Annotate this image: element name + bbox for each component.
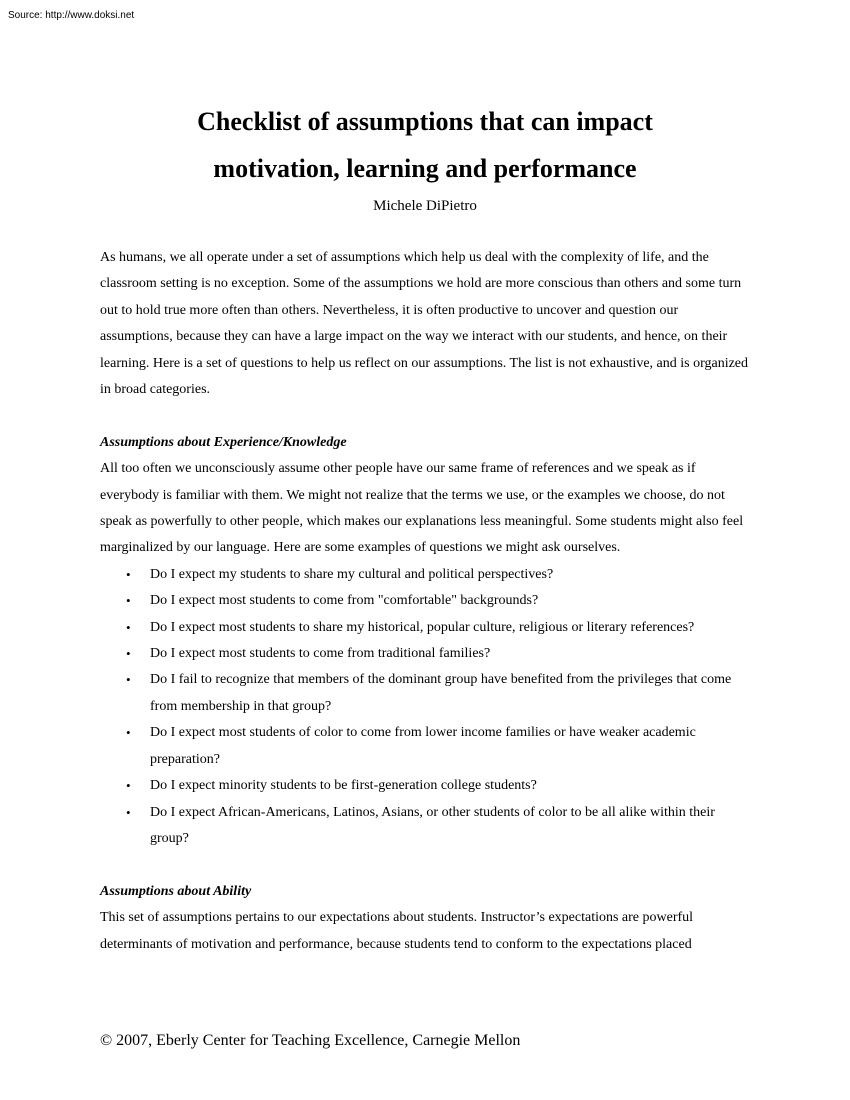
list-item-text: Do I expect minority students to be first-generation college students? — [150, 778, 537, 794]
list-item-text: Do I expect most students to share my historical, popular culture, religious or literary references? — [150, 619, 695, 635]
list-item — [100, 562, 752, 588]
copyright-footer: © 2007, Eberly Center for Teaching Excellence, Carnegie Mellon — [100, 1032, 521, 1049]
document-title — [100, 98, 750, 192]
bullet-icon: • — [126, 646, 131, 662]
list-item — [100, 720, 752, 773]
title-line-1: Checklist of assumptions that can impact — [197, 107, 653, 136]
section-body-experience: All too often we unconsciously assume other people have our same frame of references and we speak as if everybody is familiar with them. We might not realize that the terms we use, or the examples we choose, do not speak as powerfully to other people, which makes our explanations less meaningful. Some students might also feel marginalized by our language. Here are some examples of questions we might ask ourselves. — [100, 461, 744, 556]
section-body-ability: This set of assumptions pertains to our expectations about students. Instructor’s expectations are powerful determinants of motivation and performance, because students tend to conform to the expectations placed — [100, 910, 694, 952]
section-heading-ability: Assumptions about Ability — [100, 883, 252, 899]
list-item — [100, 588, 752, 614]
bullet-icon: • — [126, 778, 131, 794]
list-item — [100, 615, 752, 641]
document-body — [100, 245, 752, 958]
intro-paragraph: As humans, we all operate under a set of assumptions which help us deal with the complexity of life, and the classroom setting is no exception. Some of the assumptions we hold are more conscious than others and some turn out to hold true more often than others. Nevertheless, it is often productive to uncover and question our assumptions, because they can have a large impact on the way we interact with our students, and hence, on their learning. Here is a set of questions to help us reflect on our assumptions. The list is not exhaustive, and is organized in broad categories. — [100, 250, 749, 398]
list-item-text: Do I fail to recognize that members of the dominant group have benefited from the privileges that come from membership in that group? — [150, 672, 732, 714]
bullet-icon: • — [126, 725, 131, 741]
list-item — [100, 641, 752, 667]
author-name: Michele DiPietro — [373, 198, 477, 214]
list-item-text: Do I expect my students to share my cultural and political perspectives? — [150, 566, 554, 582]
question-list — [100, 562, 752, 852]
list-item — [100, 667, 752, 720]
paragraph-gap — [100, 403, 752, 429]
source-url: Source: http://www.doksi.net — [8, 10, 135, 21]
bullet-icon: • — [126, 593, 131, 609]
list-item-text: Do I expect African-Americans, Latinos, Asians, or other students of color to be all alike within their group? — [150, 804, 715, 846]
title-line-2: motivation, learning and performance — [213, 154, 637, 183]
paragraph-gap — [100, 852, 752, 878]
section-heading-experience: Assumptions about Experience/Knowledge — [100, 434, 347, 450]
bullet-icon: • — [126, 804, 131, 820]
list-item-text: Do I expect most students of color to come from lower income families or have weaker academic preparation? — [150, 725, 696, 767]
bullet-icon: • — [126, 672, 131, 688]
bullet-icon: • — [126, 566, 131, 582]
list-item-text: Do I expect most students to come from traditional families? — [150, 646, 491, 662]
bullet-icon: • — [126, 619, 131, 635]
list-item — [100, 800, 752, 853]
list-item-text: Do I expect most students to come from "comfortable" backgrounds? — [150, 593, 539, 609]
list-item — [100, 773, 752, 799]
